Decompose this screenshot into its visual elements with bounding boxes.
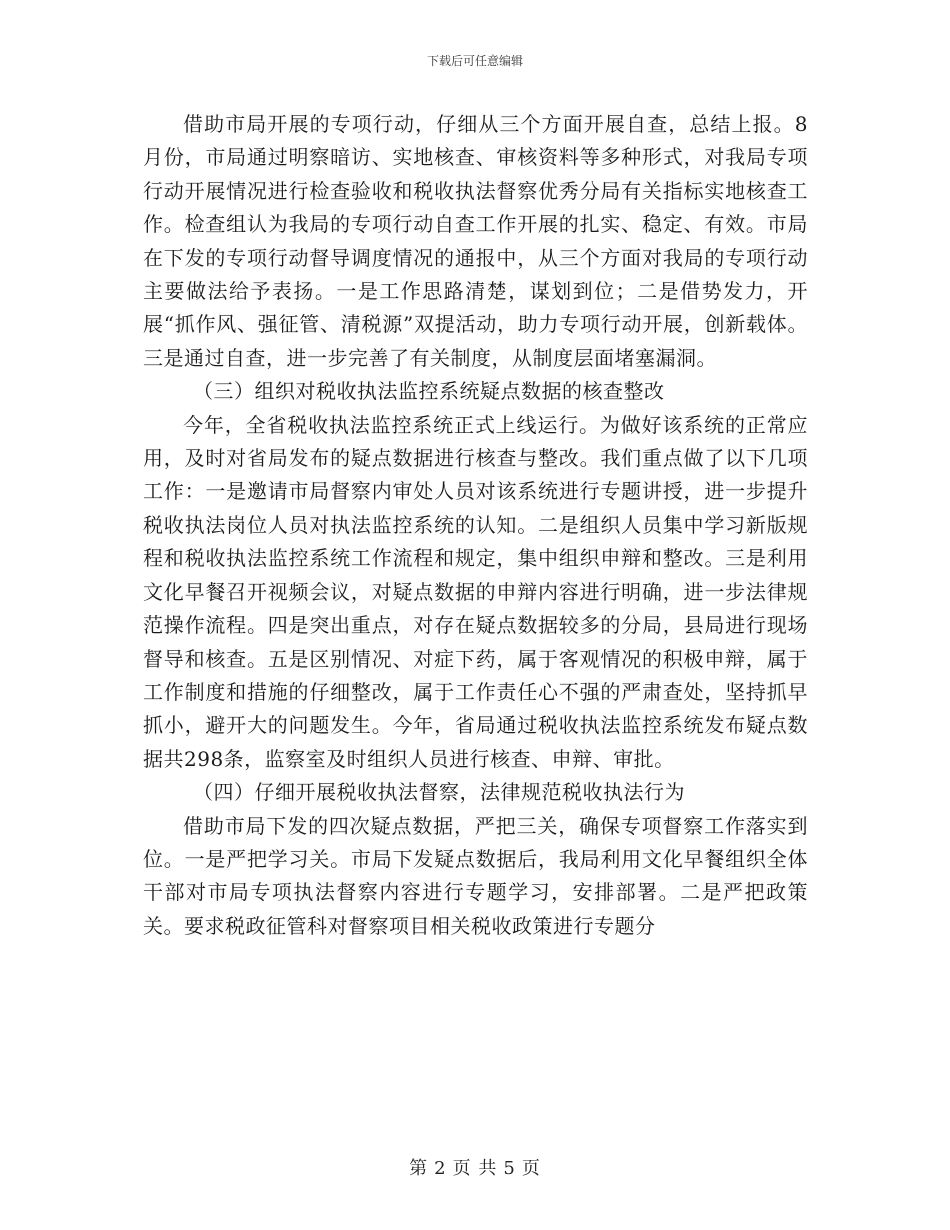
paragraph-self-inspection: 借助市局开展的专项行动，仔细从三个方面开展自查，总结上报。8月份，市局通过明察暗访、实地核查、审核资料等多种形式，对我局专项行动开展情况进行检查验收和税收执法督察优秀分局有关指标实地核查工作。检查组认为我局的专项行动自查工作开展的扎实、稳定、有效。市局在下发的专项行动督导调度情况的通报中，从三个方面对我局的专项行动主要做法给予表扬。一是工作思路清楚，谋划到位；二是借势发力，开展“抓作风、强征管、清税源”双提活动，助力专项行动开展，创新载体。三是通过自查，进一步完善了有关制度，从制度层面堵塞漏洞。 [143, 112, 808, 370]
document-body [143, 108, 808, 943]
footer-suffix: 页 [521, 1158, 541, 1179]
page-footer [0, 1154, 950, 1180]
paragraph-supervision: 借助市局下发的四次疑点数据，严把三关，确保专项督察工作落实到位。一是严把学习关。市局下发疑点数据后，我局利用文化早餐组织全体干部对市局专项执法督察内容进行专题学习，安排部署。二是严把政策关。要求税政征管科对督察项目相关税收政策进行专题分 [143, 813, 808, 938]
page-header: 下载后可任意编辑 [426, 54, 523, 68]
section-heading-3: （三）组织对税收执法监控系统疑点数据的核查整改 [193, 379, 665, 404]
paragraph-monitoring-system: 今年，全省税收执法监控系统正式上线运行。为做好该系统的正常应用，及时对省局发布的疑点数据进行核查与整改。我们重点做了以下几项工作：一是邀请市局督察内审处人员对该系统进行专题讲授，进一步提升税收执法岗位人员对执法监控系统的认知。二是组织人员集中学习新版规程和税收执法监控系统工作流程和规定，集中组织申辩和整改。三是利用文化早餐召开视频会议，对疑点数据的申辩内容进行明确，进一步法律规范操作流程。四是突出重点，对存在疑点数据较多的分局，县局进行现场督导和核查。五是区别情况、对症下药，属于客观情况的积极申辩，属于工作制度和措施的仔细整改，属于工作责任心不强的严肃查处，坚持抓早抓小，避开大的问题发生。今年，省局通过税收执法监控系统发布疑点数据共298条，监察室及时组织人员进行核查、申辩、审批。 [143, 412, 808, 771]
footer-prefix: 第 [409, 1158, 429, 1179]
page-number: 2 [434, 1158, 447, 1179]
page-total: 5 [503, 1158, 516, 1179]
section-heading-4: （四）仔细开展税收执法督察，法律规范税收执法行为 [193, 780, 685, 805]
footer-mid: 页 共 [452, 1158, 498, 1179]
